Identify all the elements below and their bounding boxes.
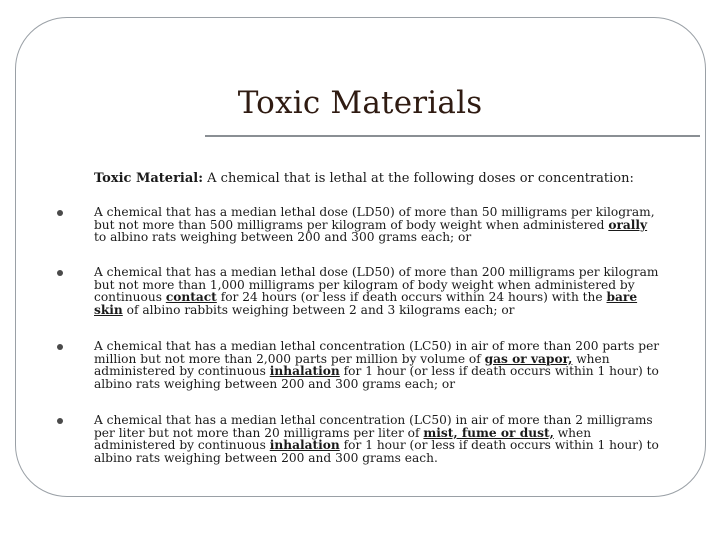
intro-term: Toxic Material: xyxy=(94,171,204,186)
underlined-term: contact xyxy=(165,290,217,305)
underlined-term: bare skin xyxy=(94,290,638,317)
list-item-text: A chemical that has a median lethal concentration (LC50) in air of more than 2 milligrams per liter but not more than 20 milligrams per liter of mist, fume or dust, when administered by continuous inhalation for 1 hour (or less if death occurs within 1 hour) to albino rats weighing between 200 and 300 grams each. xyxy=(94,413,659,465)
list-item-text: A chemical that has a median lethal concentration (LC50) in air of more than 200 parts per million but not more than 2,000 parts per million by volume of gas or vapor, when administered by continuous inhalation for 1 hour (or less if death occurs within 1 hour) to albino rats weighing between 200 and 300 grams each; or xyxy=(94,339,660,391)
bullet-dot-icon xyxy=(57,344,63,350)
intro-line xyxy=(94,171,634,186)
list-item-text: A chemical that has a median lethal dose (LD50) of more than 200 milligrams per kilogram but not more than 1,000 milligrams per kilogram of body weight when administered by continuous contact for 24 hours (or less if death occurs within 24 hours) with the bare skin of albino rabbits weighing between 2 and 3 kilograms each; or xyxy=(94,265,659,317)
title-divider xyxy=(205,135,700,137)
underlined-term: inhalation xyxy=(269,364,340,379)
underlined-term: mist, fume or dust, xyxy=(423,425,554,440)
underlined-term: inhalation xyxy=(269,438,340,453)
underlined-term: orally xyxy=(608,217,648,232)
slide-title: Toxic Materials xyxy=(237,85,483,121)
bullet-dot-icon xyxy=(57,210,63,216)
list-item-text: A chemical that has a median lethal dose (LD50) of more than 50 milligrams per kilogram, but not more than 500 milligrams per kilogram of body weight when administered orally to albino rats weighing between 200 and 300 grams each; or xyxy=(94,205,655,245)
underlined-term: gas or vapor, xyxy=(484,351,573,366)
bullet-dot-icon xyxy=(57,270,63,276)
intro-text: A chemical that is lethal at the following doses or concentration: xyxy=(203,171,634,186)
bullet-dot-icon xyxy=(57,418,63,424)
